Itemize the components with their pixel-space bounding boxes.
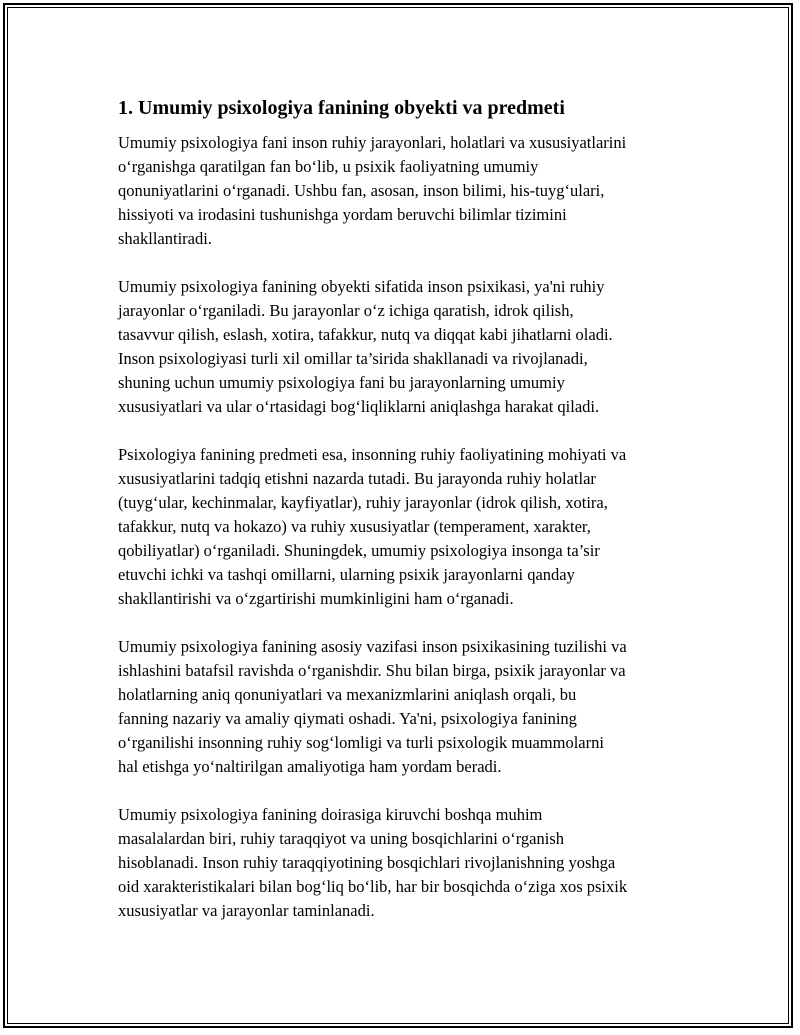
- paragraph-line: xususiyatlarini tadqiq etishni nazarda tutadi. Bu jarayonda ruhiy holatlar: [118, 469, 596, 488]
- paragraph-2: [118, 275, 688, 419]
- paragraph-line: tafakkur, nutq va hokazo) va ruhiy xususiyatlar (temperament, xarakter,: [118, 517, 591, 536]
- paragraph-line: shakllantiradi.: [118, 229, 212, 248]
- paragraph-line: shakllantirishi va o‘zgartirishi mumkinligini ham o‘rganadi.: [118, 589, 514, 608]
- paragraph-line: Umumiy psixologiya fani inson ruhiy jarayonlari, holatlari va xususiyatlarini: [118, 133, 627, 152]
- paragraph-line: jarayonlar o‘rganiladi. Bu jarayonlar o‘z ichiga qaratish, idrok qilish,: [118, 301, 574, 320]
- paragraph-line: o‘rganishga qaratilgan fan bo‘lib, u psixik faoliyatning umumiy: [118, 157, 539, 176]
- paragraph-line: o‘rganilishi insonning ruhiy sog‘lomligi va turli psixologik muammolarni: [118, 733, 604, 752]
- paragraph-line: qobiliyatlar) o‘rganiladi. Shuningdek, umumiy psixologiya insonga ta’sir: [118, 541, 600, 560]
- paragraph-line: tasavvur qilish, eslash, xotira, tafakkur, nutq va diqqat kabi jihatlarni oladi.: [118, 325, 613, 344]
- paragraph-line: shuning uchun umumiy psixologiya fani bu jarayonlarning umumiy: [118, 373, 565, 392]
- paragraph-line: oid xarakteristikalari bilan bog‘liq bo‘lib, har bir bosqichda o‘ziga xos psixik: [118, 877, 628, 896]
- paragraph-line: etuvchi ichki va tashqi omillarni, ularning psixik jarayonlarni qanday: [118, 565, 575, 584]
- paragraph-line: Umumiy psixologiya fanining doirasiga kiruvchi boshqa muhim: [118, 805, 543, 824]
- paragraph-line: xususiyatlar va jarayonlar taminlanadi.: [118, 901, 375, 920]
- paragraph-line: hissiyoti va irodasini tushunishga yordam beruvchi bilimlar tizimini: [118, 205, 567, 224]
- document-body: [118, 96, 688, 947]
- paragraph-3: [118, 443, 688, 611]
- paragraph-line: hal etishga yo‘naltirilgan amaliyotiga ham yordam beradi.: [118, 757, 502, 776]
- paragraph-line: fanning nazariy va amaliy qiymati oshadi. Ya'ni, psixologiya fanining: [118, 709, 577, 728]
- paragraph-line: masalalardan biri, ruhiy taraqqiyot va uning bosqichlarini o‘rganish: [118, 829, 564, 848]
- paragraph-line: holatlarning aniq qonuniyatlari va mexanizmlarini aniqlash orqali, bu: [118, 685, 577, 704]
- paragraph-5: [118, 803, 688, 923]
- paragraph-line: Umumiy psixologiya fanining obyekti sifatida inson psixikasi, ya'ni ruhiy: [118, 277, 605, 296]
- paragraph-line: (tuyg‘ular, kechinmalar, kayfiyatlar), ruhiy jarayonlar (idrok qilish, xotira,: [118, 493, 608, 512]
- paragraph-line: Inson psixologiyasi turli xil omillar ta’sirida shakllanadi va rivojlanadi,: [118, 349, 588, 368]
- paragraph-line: xususiyatlari va ular o‘rtasidagi bog‘liqliklarni aniqlashga harakat qiladi.: [118, 397, 600, 416]
- paragraph-line: hisoblanadi. Inson ruhiy taraqqiyotining bosqichlari rivojlanishning yoshga: [118, 853, 616, 872]
- paragraph-line: Psixologiya fanining predmeti esa, insonning ruhiy faoliyatining mohiyati va: [118, 445, 627, 464]
- paragraph-line: Umumiy psixologiya fanining asosiy vazifasi inson psixikasining tuzilishi va: [118, 637, 627, 656]
- paragraph-line: qonuniyatlarini o‘rganadi. Ushbu fan, asosan, inson bilimi, his-tuyg‘ulari,: [118, 181, 605, 200]
- paragraph-line: ishlashini batafsil ravishda o‘rganishdir. Shu bilan birga, psixik jarayonlar va: [118, 661, 626, 680]
- section-heading: 1. Umumiy psixologiya fanining obyekti va predmeti: [118, 97, 565, 119]
- paragraphs-container: [118, 131, 688, 923]
- paragraph-1: [118, 131, 688, 251]
- paragraph-4: [118, 635, 688, 779]
